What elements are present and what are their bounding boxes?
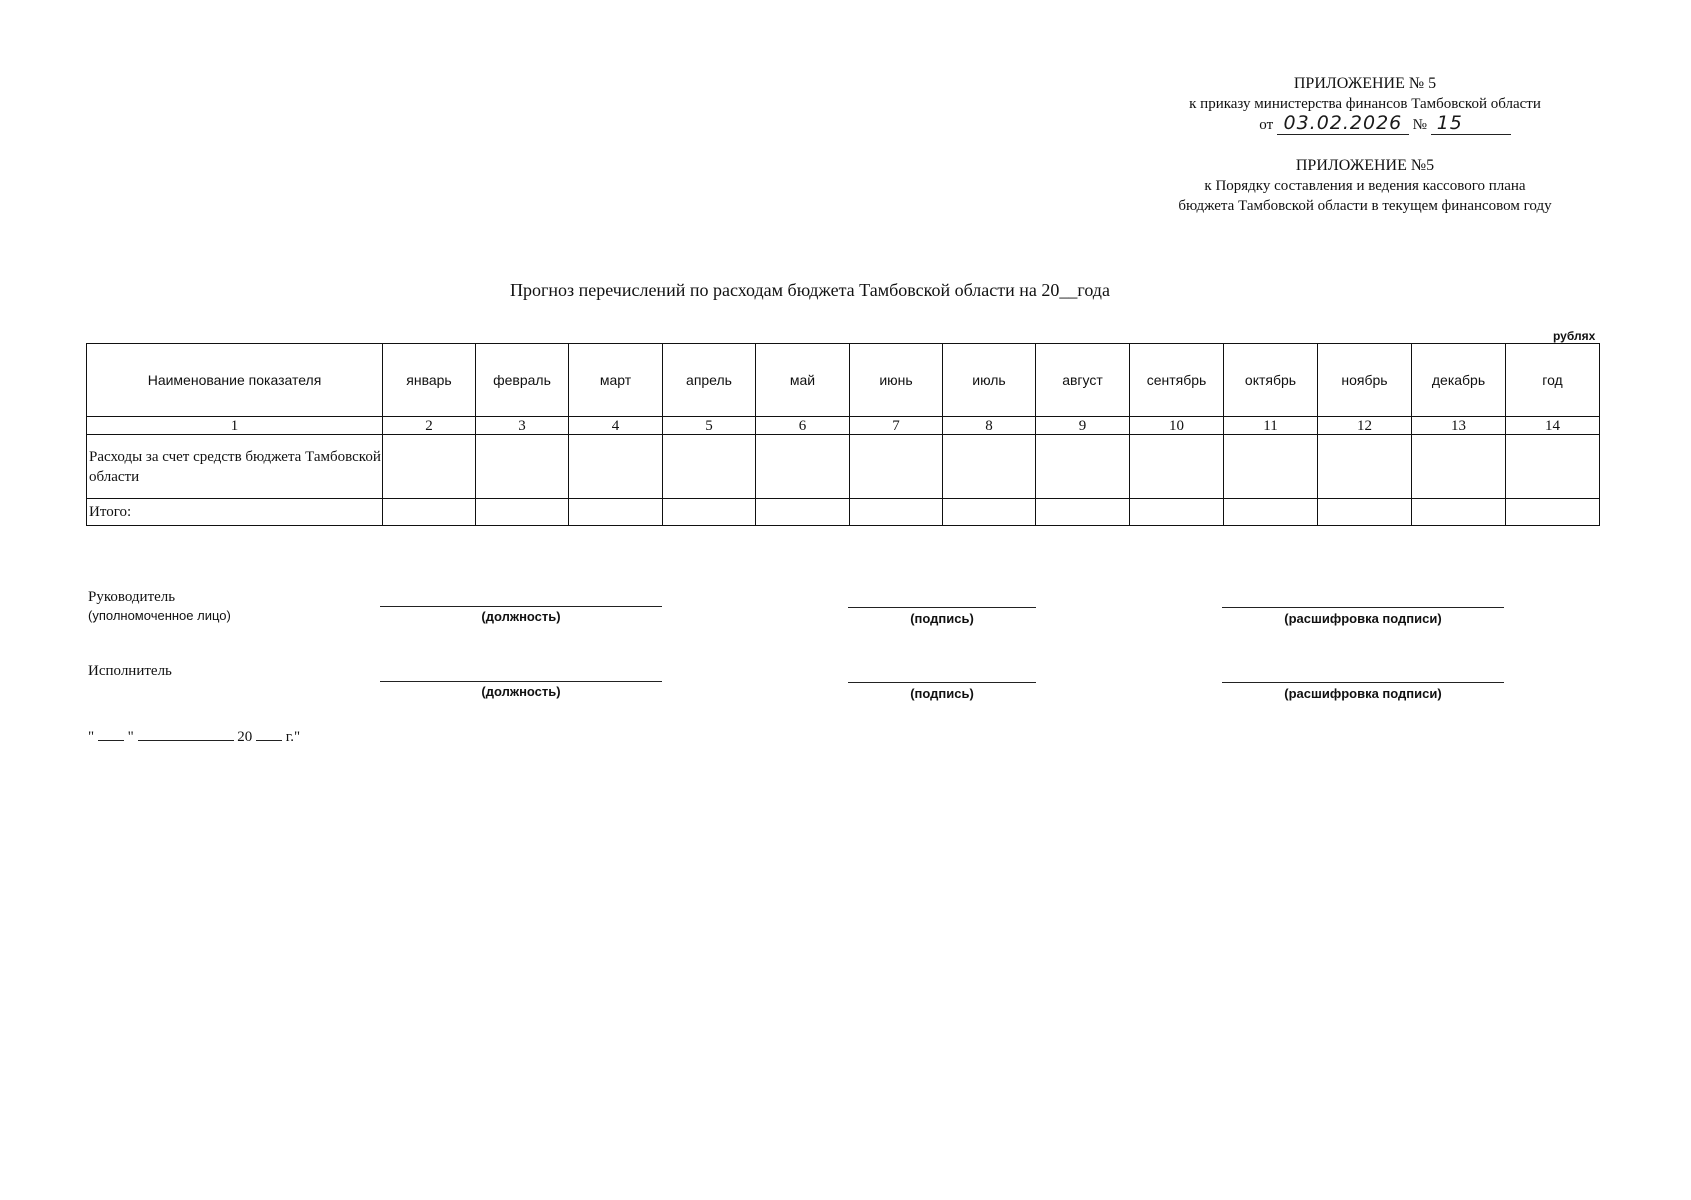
column-number-row [87, 417, 1600, 435]
row-label-expenses: Расходы за счет средств бюджета Тамбовской области [87, 435, 383, 499]
head-signature-caption: (подпись) [910, 611, 974, 626]
empty-cell [1412, 499, 1506, 526]
order-number: 15 [1436, 112, 1463, 134]
order-appendix-title: ПРИЛОЖЕНИЕ № 5 [1293, 75, 1437, 92]
column-number: 7 [850, 417, 943, 435]
empty-cell [943, 435, 1036, 499]
empty-cell [943, 499, 1036, 526]
header-april: апрель [663, 344, 756, 417]
row-label-total: Итого: [87, 499, 383, 526]
empty-cell [1318, 435, 1412, 499]
column-number: 13 [1412, 417, 1506, 435]
procedure-appendix-line1: к Порядку составления и ведения кассового плана [1204, 178, 1526, 194]
head-sublabel: (уполномоченное лицо) [88, 608, 231, 623]
date-close-quote: " [127, 729, 134, 745]
empty-cell [569, 435, 663, 499]
executor-signature-caption: (подпись) [910, 686, 974, 701]
executor-decoding-caption: (расшифровка подписи) [1284, 686, 1442, 701]
header-may: май [756, 344, 850, 417]
empty-cell [383, 499, 476, 526]
header-june: июнь [850, 344, 943, 417]
column-number: 3 [476, 417, 569, 435]
empty-cell [1036, 499, 1130, 526]
column-number: 12 [1318, 417, 1412, 435]
column-number: 5 [663, 417, 756, 435]
head-decoding-line [1222, 607, 1504, 608]
date-line [88, 726, 300, 746]
header-november: ноябрь [1318, 344, 1412, 417]
date-year-suffix: г." [285, 729, 301, 745]
empty-cell [1224, 435, 1318, 499]
column-number: 1 [87, 417, 383, 435]
column-number: 11 [1224, 417, 1318, 435]
date-open-quote: " [88, 729, 95, 745]
empty-cell [756, 499, 850, 526]
head-position-line [380, 606, 662, 607]
table-header-row [87, 344, 1600, 417]
empty-cell [663, 499, 756, 526]
order-appendix-block [1160, 74, 1570, 135]
empty-cell [476, 499, 569, 526]
column-number: 9 [1036, 417, 1130, 435]
head-label: Руководитель [88, 589, 176, 605]
forecast-table [86, 343, 1600, 526]
units-label: рублях [1553, 329, 1596, 343]
day-blank [98, 726, 124, 741]
header-september: сентябрь [1130, 344, 1224, 417]
year-blank [256, 726, 282, 741]
empty-cell [1506, 435, 1600, 499]
column-number: 6 [756, 417, 850, 435]
empty-cell [1506, 499, 1600, 526]
executor-signature-line [848, 682, 1036, 683]
header-february: февраль [476, 344, 569, 417]
executor-decoding-line [1222, 682, 1504, 683]
document-title: Прогноз перечислений по расходам бюджета Тамбовской области на 20__года [510, 280, 1110, 300]
header-indicator-name: Наименование показателя [87, 344, 383, 417]
month-blank [138, 726, 234, 741]
table-row-total [87, 499, 1600, 526]
executor-position-line [380, 681, 662, 682]
empty-cell [569, 499, 663, 526]
column-number: 14 [1506, 417, 1600, 435]
header-year: год [1506, 344, 1600, 417]
procedure-appendix-block [1140, 156, 1590, 216]
empty-cell [1224, 499, 1318, 526]
empty-cell [850, 499, 943, 526]
header-october: октябрь [1224, 344, 1318, 417]
order-date: 03.02.2026 [1283, 112, 1403, 134]
executor-label: Исполнитель [88, 663, 172, 679]
empty-cell [1130, 499, 1224, 526]
date-century: 20 [237, 729, 253, 745]
order-from-label: от [1259, 117, 1274, 133]
table-row-expenses [87, 435, 1600, 499]
empty-cell [383, 435, 476, 499]
order-date-line [1259, 114, 1510, 135]
column-number: 8 [943, 417, 1036, 435]
empty-cell [663, 435, 756, 499]
header-july: июль [943, 344, 1036, 417]
procedure-appendix-line2: бюджета Тамбовской области в текущем финансовом году [1178, 198, 1552, 214]
header-january: январь [383, 344, 476, 417]
empty-cell [1412, 435, 1506, 499]
procedure-appendix-title: ПРИЛОЖЕНИЕ №5 [1295, 157, 1435, 174]
column-number: 2 [383, 417, 476, 435]
header-december: декабрь [1412, 344, 1506, 417]
empty-cell [476, 435, 569, 499]
head-position-caption: (должность) [481, 609, 561, 624]
order-appendix-subtitle: к приказу министерства финансов Тамбовской области [1189, 96, 1541, 112]
empty-cell [1130, 435, 1224, 499]
executor-position-caption: (должность) [481, 684, 561, 699]
header-august: август [1036, 344, 1130, 417]
empty-cell [1036, 435, 1130, 499]
header-march: март [569, 344, 663, 417]
empty-cell [756, 435, 850, 499]
empty-cell [850, 435, 943, 499]
head-decoding-caption: (расшифровка подписи) [1284, 611, 1442, 626]
empty-cell [1318, 499, 1412, 526]
column-number: 4 [569, 417, 663, 435]
head-signature-line [848, 607, 1036, 608]
column-number: 10 [1130, 417, 1224, 435]
order-number-label: № [1412, 117, 1427, 133]
